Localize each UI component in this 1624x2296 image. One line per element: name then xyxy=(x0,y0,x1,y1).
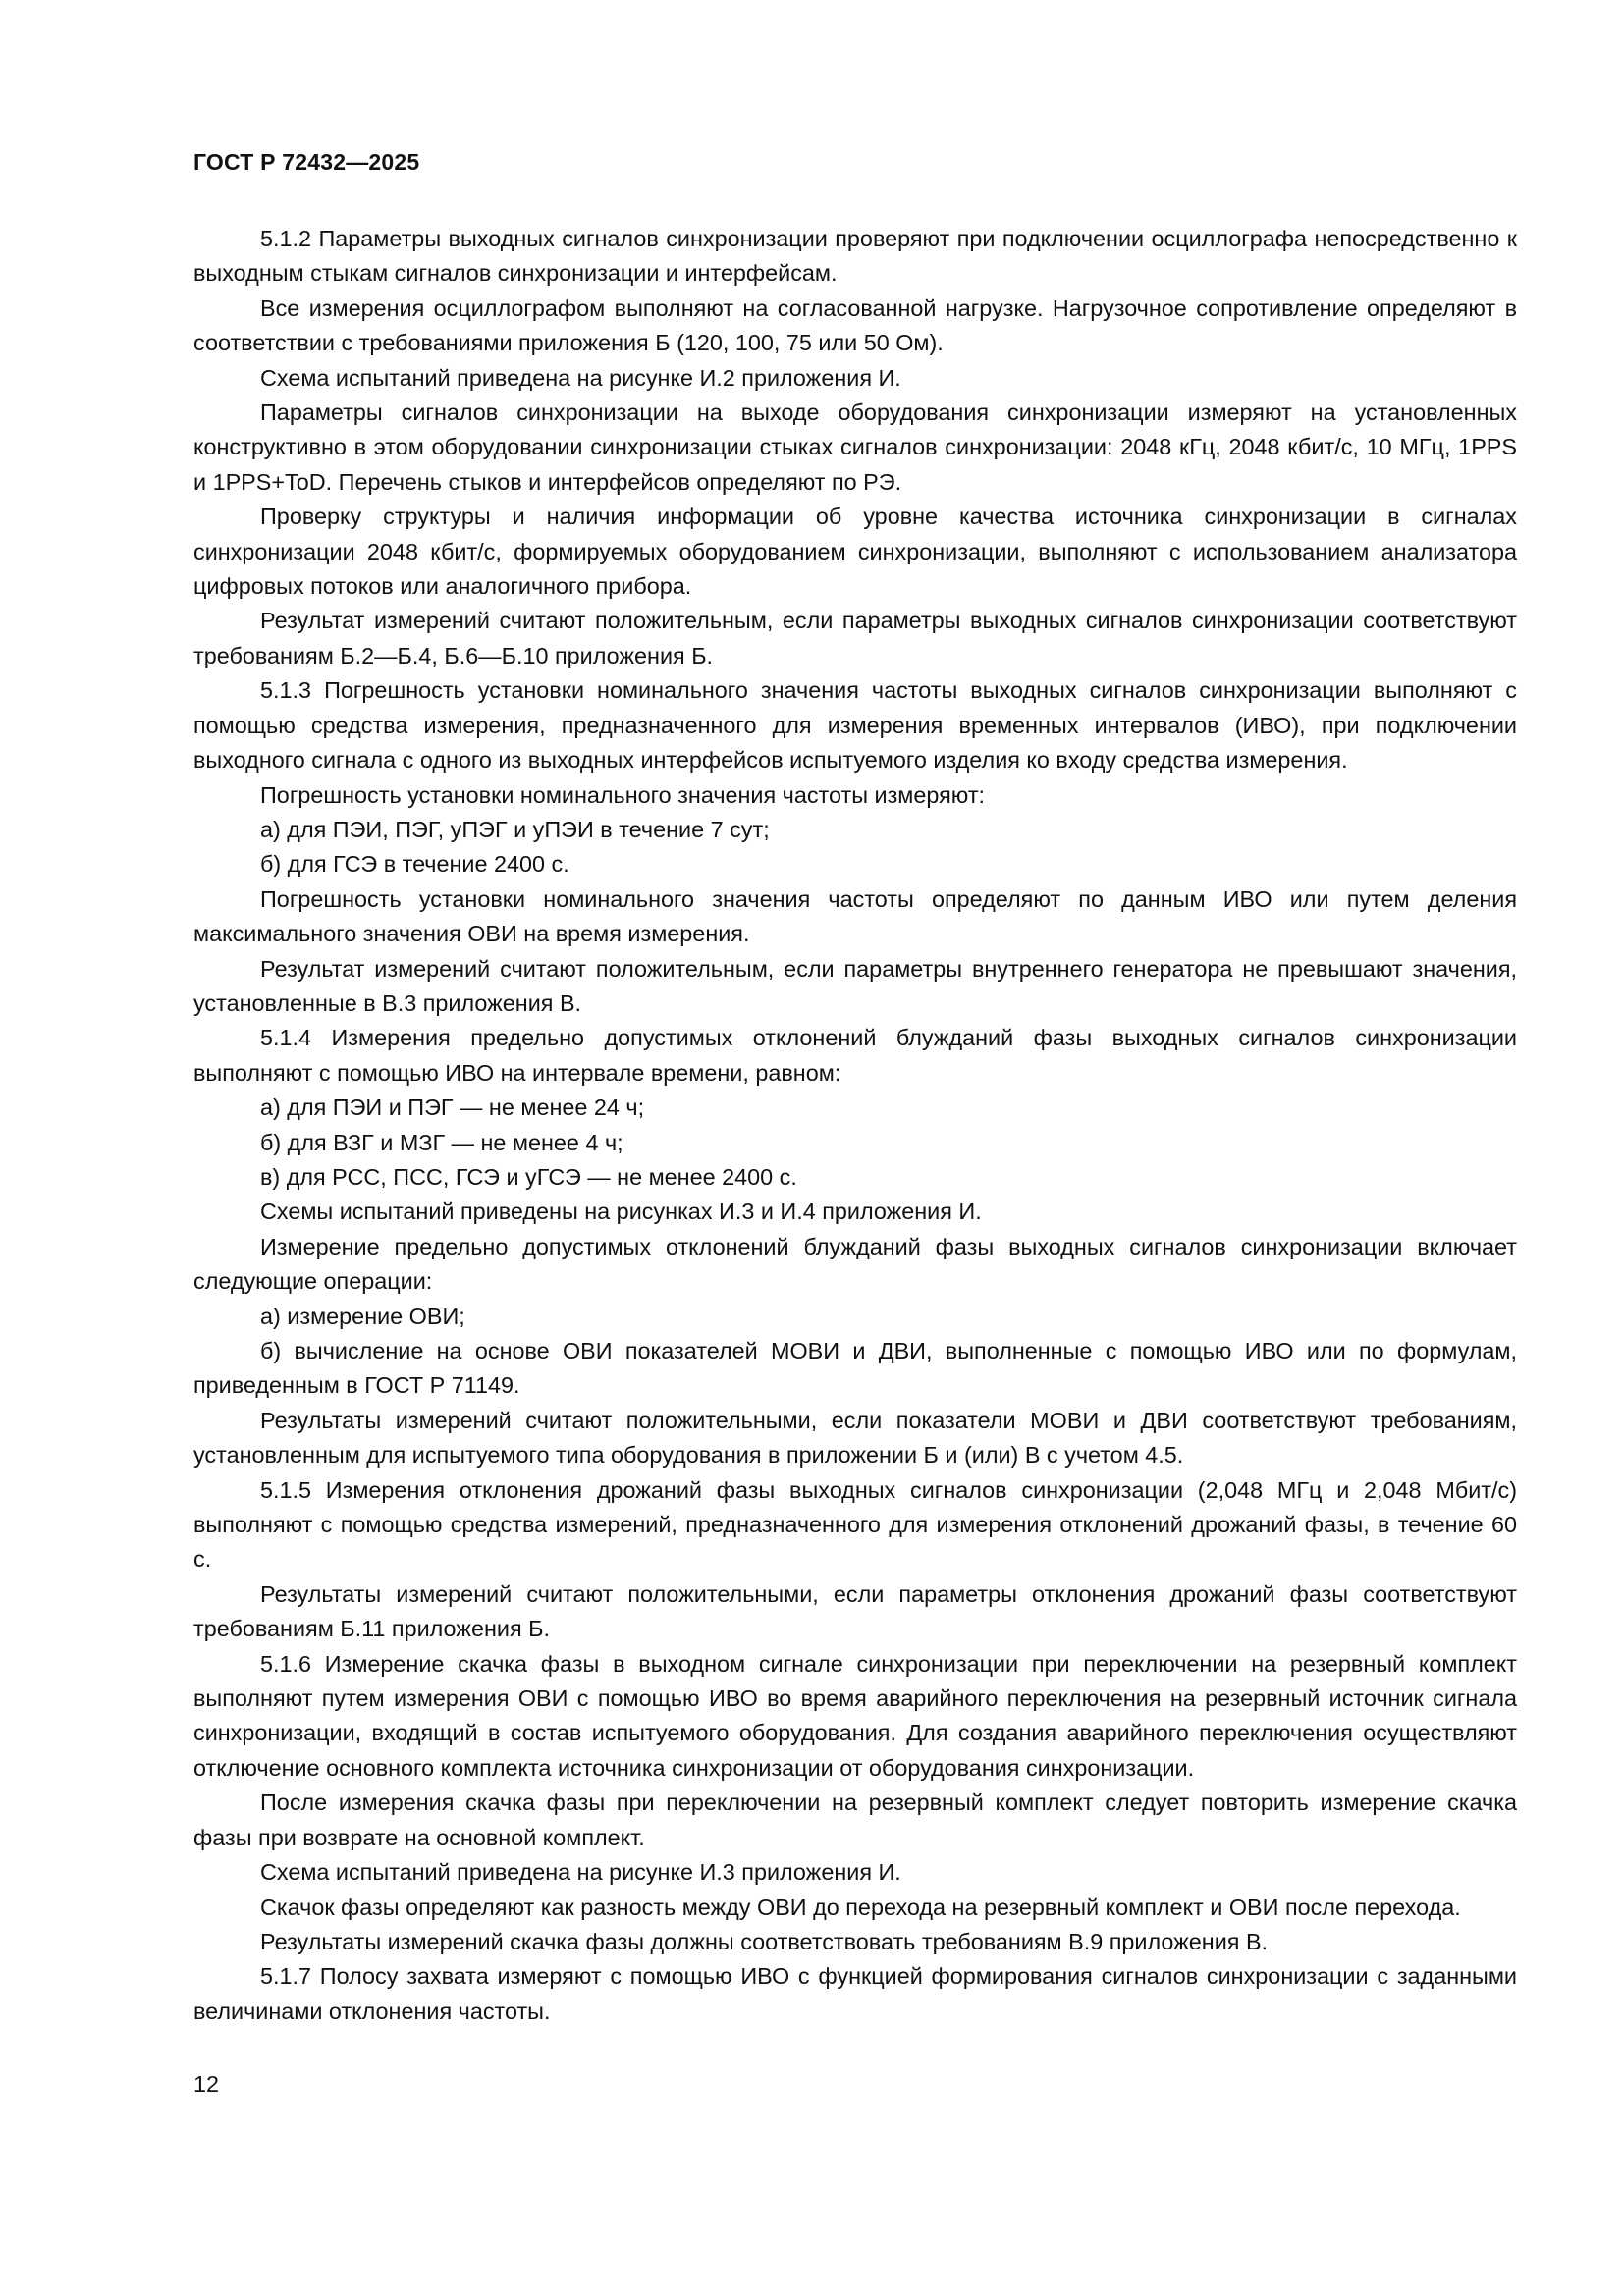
paragraph-5-1-3: 5.1.3 Погрешность установки номинального значения частоты выходных сигналов синхронизации выполняют с помощью средства измерения, предназначенного для измерения временных интервалов (ИВО), при подключении выходного сигнала с одного из выходных интерфейсов испытуемого изделия ко входу средства измерения. xyxy=(193,677,1517,774)
paragraph: Результаты измерений скачка фазы должны соответствовать требованиям В.9 приложения В. xyxy=(260,1928,1269,1954)
paragraph: Результаты измерений считают положительными, если показатели МОВИ и ДВИ соответствуют требованиям, установленным для испытуемого типа оборудования в приложении Б и (или) В с учетом 4.5. xyxy=(193,1407,1517,1468)
list-item: б) вычисление на основе ОВИ показателей МОВИ и ДВИ, выполненные с помощью ИВО или по формулам, приведенным в ГОСТ Р 71149. xyxy=(193,1338,1517,1399)
list-item: а) измерение ОВИ; xyxy=(260,1303,465,1329)
list-item: б) для ГСЭ в течение 2400 с. xyxy=(260,851,569,878)
paragraph: Параметры сигналов синхронизации на выходе оборудования синхронизации измеряют на установленных конструктивно в этом оборудовании синхронизации стыках сигналов синхронизации: 2048 кГц, 2048 кбит/с, 10 МГц, 1PPS и 1PPS+ToD. Перечень стыков и интерфейсов определяют по РЭ. xyxy=(193,400,1517,495)
paragraph: Погрешность установки номинального значения частоты измеряют: xyxy=(260,781,986,808)
paragraph: Схемы испытаний приведены на рисунках И.3 и И.4 приложения И. xyxy=(260,1199,982,1225)
paragraph: Схема испытаний приведена на рисунке И.2 приложения И. xyxy=(260,364,901,391)
paragraph-5-1-2: 5.1.2 Параметры выходных сигналов синхронизации проверяют при подключении осциллографа непосредственно к выходным стыкам сигналов синхронизации и интерфейсам. xyxy=(193,226,1517,287)
list-item: а) для ПЭИ, ПЭГ, уПЭГ и уПЭИ в течение 7 сут; xyxy=(260,816,770,842)
paragraph: Проверку структуры и наличия информации об уровне качества источника синхронизации в сигналах синхронизации 2048 кбит/с, формируемых оборудованием синхронизации, выполняют с использованием анализатора цифровых потоков или аналогичного прибора. xyxy=(193,504,1517,600)
paragraph: Все измерения осциллографом выполняют на согласованной нагрузке. Нагрузочное сопротивление определяют в соответствии с требованиями приложения Б (120, 100, 75 или 50 Ом). xyxy=(193,294,1517,356)
paragraph-5-1-6: 5.1.6 Измерение скачка фазы в выходном сигнале синхронизации при переключении на резервный комплект выполняют путем измерения ОВИ с помощью ИВО во время аварийного переключения на резервный источник сигнала синхронизации, входящий в состав испытуемого оборудования. Для создания аварийного переключения осуществляют отключение основного комплекта источника синхронизации от оборудования синхронизации. xyxy=(193,1650,1517,1781)
list-item: б) для ВЗГ и МЗГ — не менее 4 ч; xyxy=(260,1129,623,1155)
paragraph: Результаты измерений считают положительными, если параметры отклонения дрожаний фазы соответствуют требованиям Б.11 приложения Б. xyxy=(193,1580,1517,1642)
paragraph: Результат измерений считают положительным, если параметры внутреннего генератора не превышают значения, установленные в В.3 приложения В. xyxy=(193,955,1517,1016)
paragraph: Измерение предельно допустимых отклонений блужданий фазы выходных сигналов синхронизации включает следующие операции: xyxy=(193,1233,1517,1295)
paragraph: Схема испытаний приведена на рисунке И.3 приложения И. xyxy=(260,1859,901,1886)
list-item: в) для РСС, ПСС, ГСЭ и уГСЭ — не менее 2400 с. xyxy=(260,1163,797,1190)
document-header-id: ГОСТ Р 72432—2025 xyxy=(193,149,420,175)
list-item: а) для ПЭИ и ПЭГ — не менее 24 ч; xyxy=(260,1095,645,1121)
page-number: 12 xyxy=(193,2071,220,2097)
paragraph: После измерения скачка фазы при переключении на резервный комплект следует повторить измерение скачка фазы при возврате на основной комплект. xyxy=(193,1789,1517,1850)
paragraph: Результат измерений считают положительным, если параметры выходных сигналов синхронизации соответствуют требованиям Б.2—Б.4, Б.6—Б.10 приложения Б. xyxy=(193,608,1517,668)
document-body xyxy=(193,222,1517,2029)
paragraph-5-1-7: 5.1.7 Полосу захвата измеряют с помощью ИВО с функцией формирования сигналов синхронизации с заданными величинами отклонения частоты. xyxy=(193,1963,1517,2024)
paragraph: Скачок фазы определяют как разность между ОВИ до перехода на резервный комплект и ОВИ после перехода. xyxy=(260,1894,1461,1920)
paragraph: Погрешность установки номинального значения частоты определяют по данным ИВО или путем деления максимального значения ОВИ на время измерения. xyxy=(193,885,1517,947)
paragraph-5-1-4: 5.1.4 Измерения предельно допустимых отклонений блужданий фазы выходных сигналов синхронизации выполняют с помощью ИВО на интервале времени, равном: xyxy=(193,1025,1517,1086)
paragraph-5-1-5: 5.1.5 Измерения отклонения дрожаний фазы выходных сигналов синхронизации (2,048 МГц и 2,048 Мбит/с) выполняют с помощью средства измерений, предназначенного для измерения отклонений дрожаний фазы, в течение 60 с. xyxy=(193,1476,1517,1573)
